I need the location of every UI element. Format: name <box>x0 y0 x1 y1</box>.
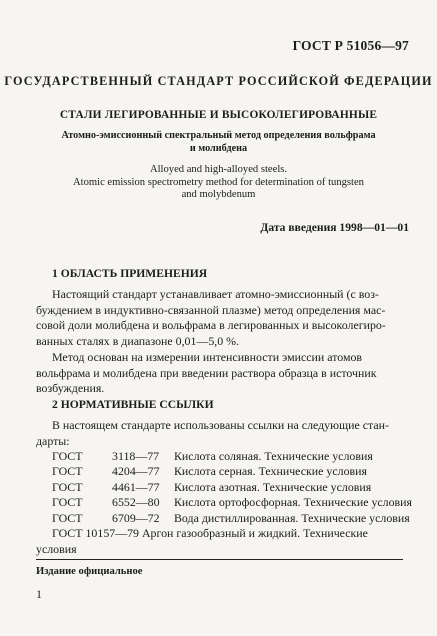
state-standard-heading: ГОСУДАРСТВЕННЫЙ СТАНДАРТ РОССИЙСКОЙ ФЕДЕРАЦИИ <box>4 74 433 88</box>
reference-code: ГОСТ <box>52 449 83 463</box>
reference-item <box>36 480 406 495</box>
reference-title: Кислота серная. Технические условия <box>174 464 367 479</box>
reference-title: Кислота соляная. Технические условия <box>174 449 373 463</box>
reference-code: ГОСТ <box>52 464 83 479</box>
reference-number: 4461—77 <box>112 479 160 494</box>
text-line: Настоящий стандарт устанавливает атомно-эмиссионный (с воз- <box>52 287 379 301</box>
subtitle-line: и молибдена <box>189 143 248 154</box>
reference-title: Кислота азотная. Технические условия <box>174 479 372 494</box>
footer-divider <box>36 559 403 560</box>
text-line: ванных сталях в диапазоне 0,01—5,0 %. <box>36 333 240 348</box>
text-line: буждением в индуктивно-связанной плазме) метод определения мас- <box>36 302 386 317</box>
introduction-date: Дата введения 1998—01—01 <box>260 221 409 234</box>
title-en-line: Alloyed and high-alloyed steels. <box>149 164 288 175</box>
text-line: условия <box>36 541 77 556</box>
reference-item <box>36 464 406 479</box>
text-line: вольфрама и молибдена при введении раствора образца в источник <box>36 365 377 380</box>
title-en-line: Atomic emission spectrometry method for determination of tungsten <box>73 176 364 188</box>
reference-item <box>36 495 412 510</box>
document-title-en <box>20 164 417 202</box>
document-subtitle-ru <box>40 129 397 155</box>
reference-title: Вода дистиллированная. Технические условия <box>174 510 410 525</box>
section-1-paragraph-2 <box>36 350 402 397</box>
text-line: совой доли молибдена и вольфрама в легированных и высоколегиро- <box>36 318 386 332</box>
text-line: дарты: <box>36 433 70 448</box>
text-line: Метод основан на измерении интенсивности эмиссии атомов <box>52 350 363 364</box>
reference-code: ГОСТ <box>52 479 83 494</box>
reference-item <box>36 449 406 464</box>
section-1-paragraph-1 <box>36 287 402 349</box>
reference-number: 6552—80 <box>112 495 160 510</box>
document-title-ru: СТАЛИ ЛЕГИРОВАННЫЕ И ВЫСОКОЛЕГИРОВАННЫЕ <box>59 109 378 121</box>
section-2-intro <box>36 418 402 449</box>
edition-label: Издание официальное <box>36 566 143 577</box>
title-en-line: and molybdenum <box>181 189 256 201</box>
reference-number: 6709—72 <box>112 510 160 525</box>
reference-code: ГОСТ <box>52 495 83 510</box>
text-line: ГОСТ 10157—79 Аргон газообразный и жидкий. Технические <box>52 526 368 540</box>
reference-code: ГОСТ <box>52 510 83 525</box>
text-line: возбуждения. <box>36 381 105 395</box>
reference-item-last <box>36 526 402 557</box>
section-2-heading: 2 НОРМАТИВНЫЕ ССЫЛКИ <box>52 398 214 411</box>
section-1-heading: 1 ОБЛАСТЬ ПРИМЕНЕНИЯ <box>52 267 208 280</box>
reference-item <box>36 510 410 526</box>
reference-number: 3118—77 <box>112 449 160 463</box>
text-line: В настоящем стандарте использованы ссылки на следующие стан- <box>52 418 389 432</box>
subtitle-line: Атомно-эмиссионный спектральный метод определения вольфрама <box>61 130 376 141</box>
reference-number: 4204—77 <box>112 464 160 479</box>
reference-title: Кислота ортофосфорная. Технические условия <box>174 495 412 510</box>
gost-number: ГОСТ Р 51056—97 <box>292 38 409 53</box>
page-number: 1 <box>36 587 42 601</box>
normative-references-list <box>36 449 412 526</box>
